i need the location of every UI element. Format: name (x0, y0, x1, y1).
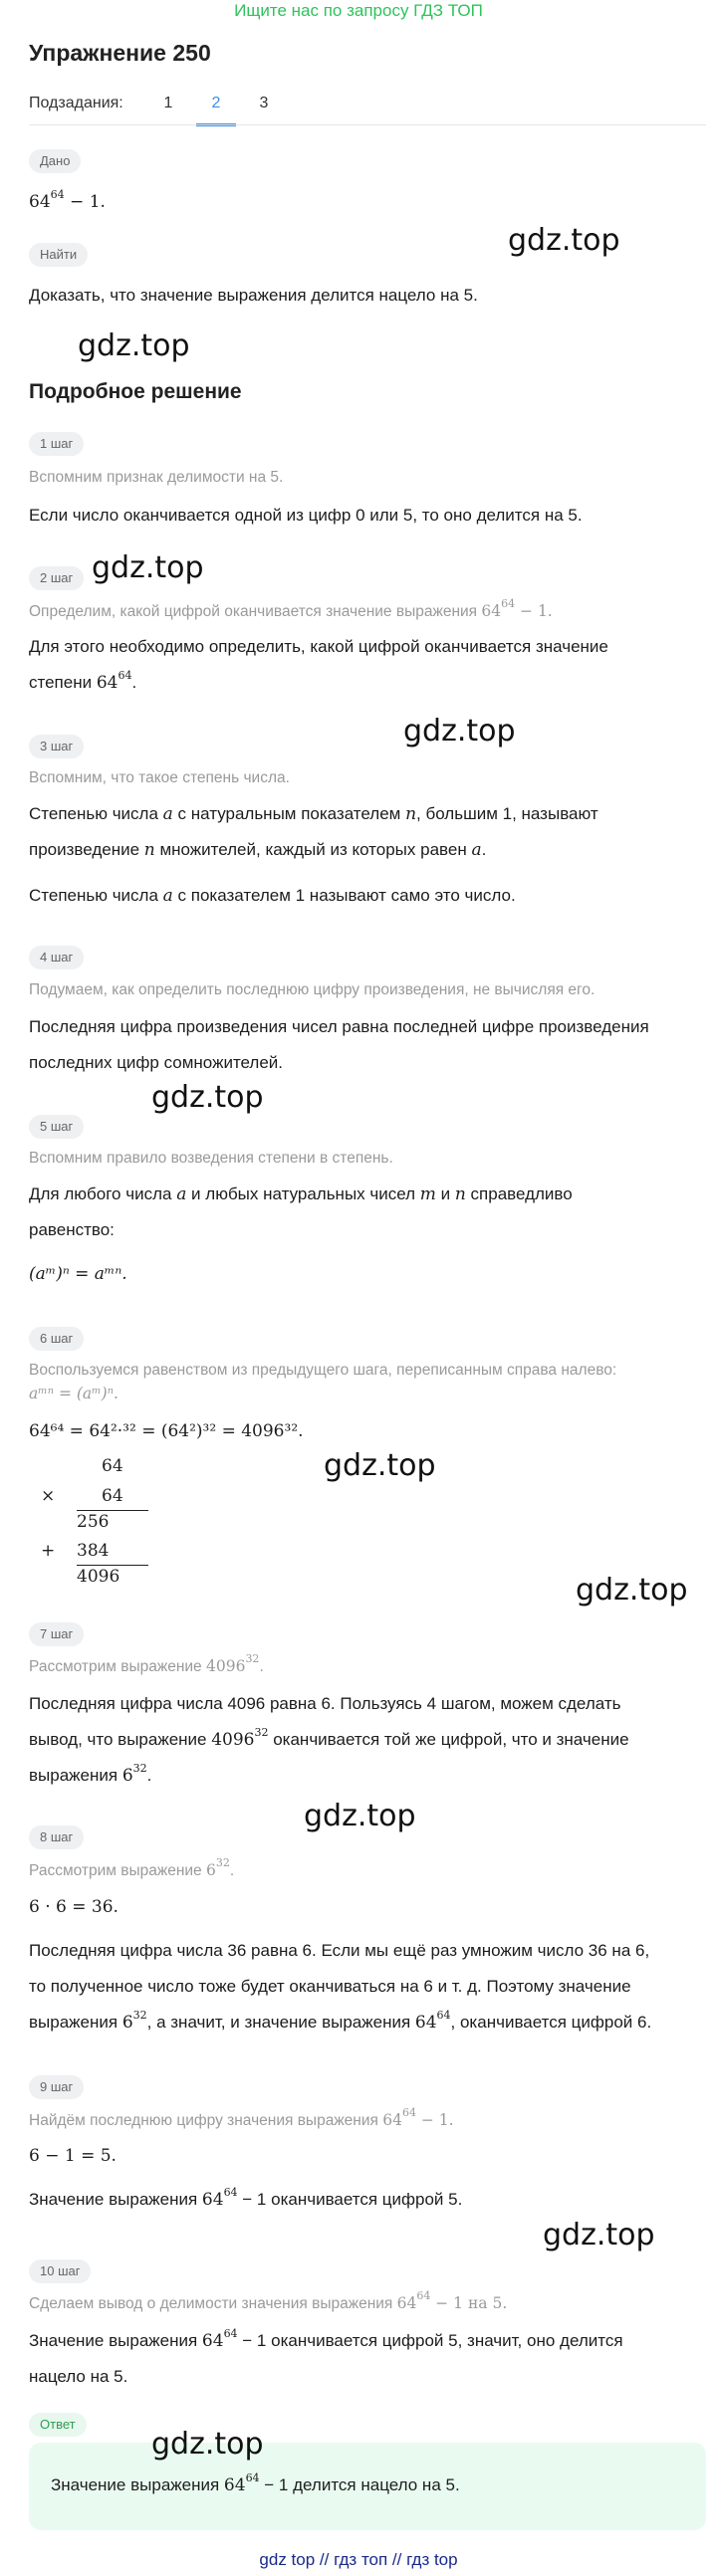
watermark: gdz.top (543, 2218, 655, 2253)
step-7-text-2: вывод, что выражение 4096$^{32}$ оканчивается той же цифрой, что и значение (29, 1726, 629, 1750)
mult-plus-sign: + (41, 1541, 56, 1561)
watermark: gdz.top (403, 714, 516, 749)
answer-box (29, 2443, 706, 2530)
mult-operand-a: 64 (102, 1456, 123, 1476)
step-8-text-2: то полученное число тоже будет оканчиваться на 6 и т. д. Поэтому значение (29, 1977, 631, 1996)
given-expression: $64^{64} - 1$. (29, 188, 106, 212)
step-6-hint-formula: aᵐⁿ = (aᵐ)ⁿ. (29, 1385, 119, 1402)
watermark: gdz.top (508, 223, 620, 258)
step-5-text-1: Для любого числа a и любых натуральных чисел m и n справедливо (29, 1184, 573, 1204)
mult-partial-1: 256 (77, 1512, 110, 1532)
step-10-chip: 10 шаг (29, 2259, 91, 2283)
watermark: gdz.top (324, 1448, 436, 1483)
step-8-formula: 6 · 6 = 36. (29, 1897, 119, 1917)
multiplication-column (29, 1456, 148, 1596)
step-10-hint: Сделаем вывод о делимости значения выражения $64^{64} - 1$ на 5. (29, 2289, 508, 2312)
step-4-text-2: последних цифр сомножителей. (29, 1053, 284, 1072)
step-10-text-2: нацело на 5. (29, 2367, 128, 2386)
given-chip: Дано (29, 149, 81, 173)
mult-partial-2: 384 (77, 1541, 110, 1561)
step-3-hint: Вспомним, что такое степень числа. (29, 769, 290, 786)
mult-result: 4096 (77, 1567, 120, 1587)
step-5-chip: 5 шаг (29, 1115, 84, 1139)
step-6-formula: 64⁶⁴ = 64²·³² = (64²)³² = 4096³². (29, 1421, 304, 1441)
step-3-text-2: произведение n множителей, каждый из которых равен a. (29, 840, 487, 860)
mult-times-sign: × (41, 1486, 56, 1506)
step-3-chip: 3 шаг (29, 735, 84, 758)
watermark: gdz.top (151, 2427, 264, 2462)
step-4-hint: Подумаем, как определить последнюю цифру произведения, не вычисляя его. (29, 981, 596, 998)
subtask-tab-1[interactable]: 1 (163, 95, 173, 111)
solution-title: Подробное решение (29, 380, 242, 403)
step-7-text-3: выражения $6^{32}$. (29, 1762, 152, 1786)
step-10-text-1: Значение выражения $64^{64} - 1$ оканчивается цифрой 5, значит, оно делится (29, 2327, 623, 2351)
step-9-text: Значение выражения $64^{64} - 1$ оканчивается цифрой 5. (29, 2186, 463, 2210)
step-2-text-2: степени $64^{64}$. (29, 669, 137, 693)
watermark: gdz.top (151, 1080, 264, 1115)
step-9-formula: 6 − 1 = 5. (29, 2146, 117, 2166)
footer-links[interactable]: gdz top // гдз топ // гдз top (259, 2550, 458, 2569)
watermark: gdz.top (304, 1799, 416, 1833)
find-chip: Найти (29, 243, 88, 267)
page-title: Упражнение 250 (29, 40, 211, 66)
watermark: gdz.top (576, 1573, 688, 1608)
step-9-hint: Найдём последнюю цифру значения выражения $64^{64} - 1$. (29, 2106, 454, 2129)
step-1-text: Если число оканчивается одной из цифр 0 или 5, то оно делится на 5. (29, 506, 583, 525)
step-7-hint: Рассмотрим выражение 4096$^{32}$. (29, 1652, 264, 1675)
step-6-hint: Воспользуемся равенством из предыдущего шага, переписанным справа налево: (29, 1362, 617, 1379)
subtask-tab-2[interactable]: 2 (196, 95, 236, 126)
step-8-chip: 8 шаг (29, 1825, 84, 1849)
subtask-tab-3[interactable]: 3 (259, 95, 269, 111)
step-4-text-1: Последняя цифра произведения чисел равна последней цифре произведения (29, 1017, 649, 1036)
step-8-text-1: Последняя цифра числа 36 равна 6. Если мы ещё раз умножим число 36 на 6, (29, 1941, 650, 1960)
step-9-chip: 9 шаг (29, 2075, 84, 2099)
step-6-chip: 6 шаг (29, 1327, 84, 1351)
step-5-text-2: равенство: (29, 1220, 115, 1239)
step-3-text-1: Степенью числа a с натуральным показателем n, большим 1, называют (29, 804, 598, 824)
mult-operand-b: 64 (102, 1486, 123, 1506)
step-7-text-1: Последняя цифра числа 4096 равна 6. Пользуясь 4 шагом, можем сделать (29, 1694, 621, 1713)
step-5-formula: (aᵐ)ⁿ = aᵐⁿ. (29, 1264, 127, 1284)
step-5-hint: Вспомним правило возведения степени в степень. (29, 1150, 393, 1167)
step-4-chip: 4 шаг (29, 946, 84, 969)
subtasks-bar (29, 95, 706, 124)
step-2-hint: Определим, какой цифрой оканчивается значение выражения $64^{64} - 1$. (29, 597, 553, 620)
subtasks-label: Подзадания: (29, 95, 123, 111)
step-8-hint: Рассмотрим выражение $6^{32}$. (29, 1856, 235, 1879)
step-8-text-3: выражения $6^{32}$, а значит, и значение выражения $64^{64}$, оканчивается цифрой 6. (29, 2009, 652, 2033)
step-3-text-3: Степенью числа a с показателем 1 называют само это число. (29, 886, 516, 906)
watermark: gdz.top (92, 550, 204, 585)
step-2-text: Для этого необходимо определить, какой цифрой оканчивается значение (29, 637, 608, 656)
answer-chip: Ответ (29, 2413, 87, 2437)
top-banner[interactable]: Ищите нас по запросу ГДЗ ТОП (234, 1, 483, 20)
step-7-chip: 7 шаг (29, 1622, 84, 1646)
answer-text: Значение выражения $64^{64} - 1$ делится нацело на 5. (51, 2471, 460, 2495)
find-text: Доказать, что значение выражения делится нацело на 5. (29, 286, 478, 305)
divider (29, 124, 706, 125)
step-1-chip: 1 шаг (29, 432, 84, 456)
step-1-hint: Вспомним признак делимости на 5. (29, 469, 284, 486)
step-2-chip: 2 шаг (29, 566, 84, 590)
watermark: gdz.top (78, 328, 190, 363)
